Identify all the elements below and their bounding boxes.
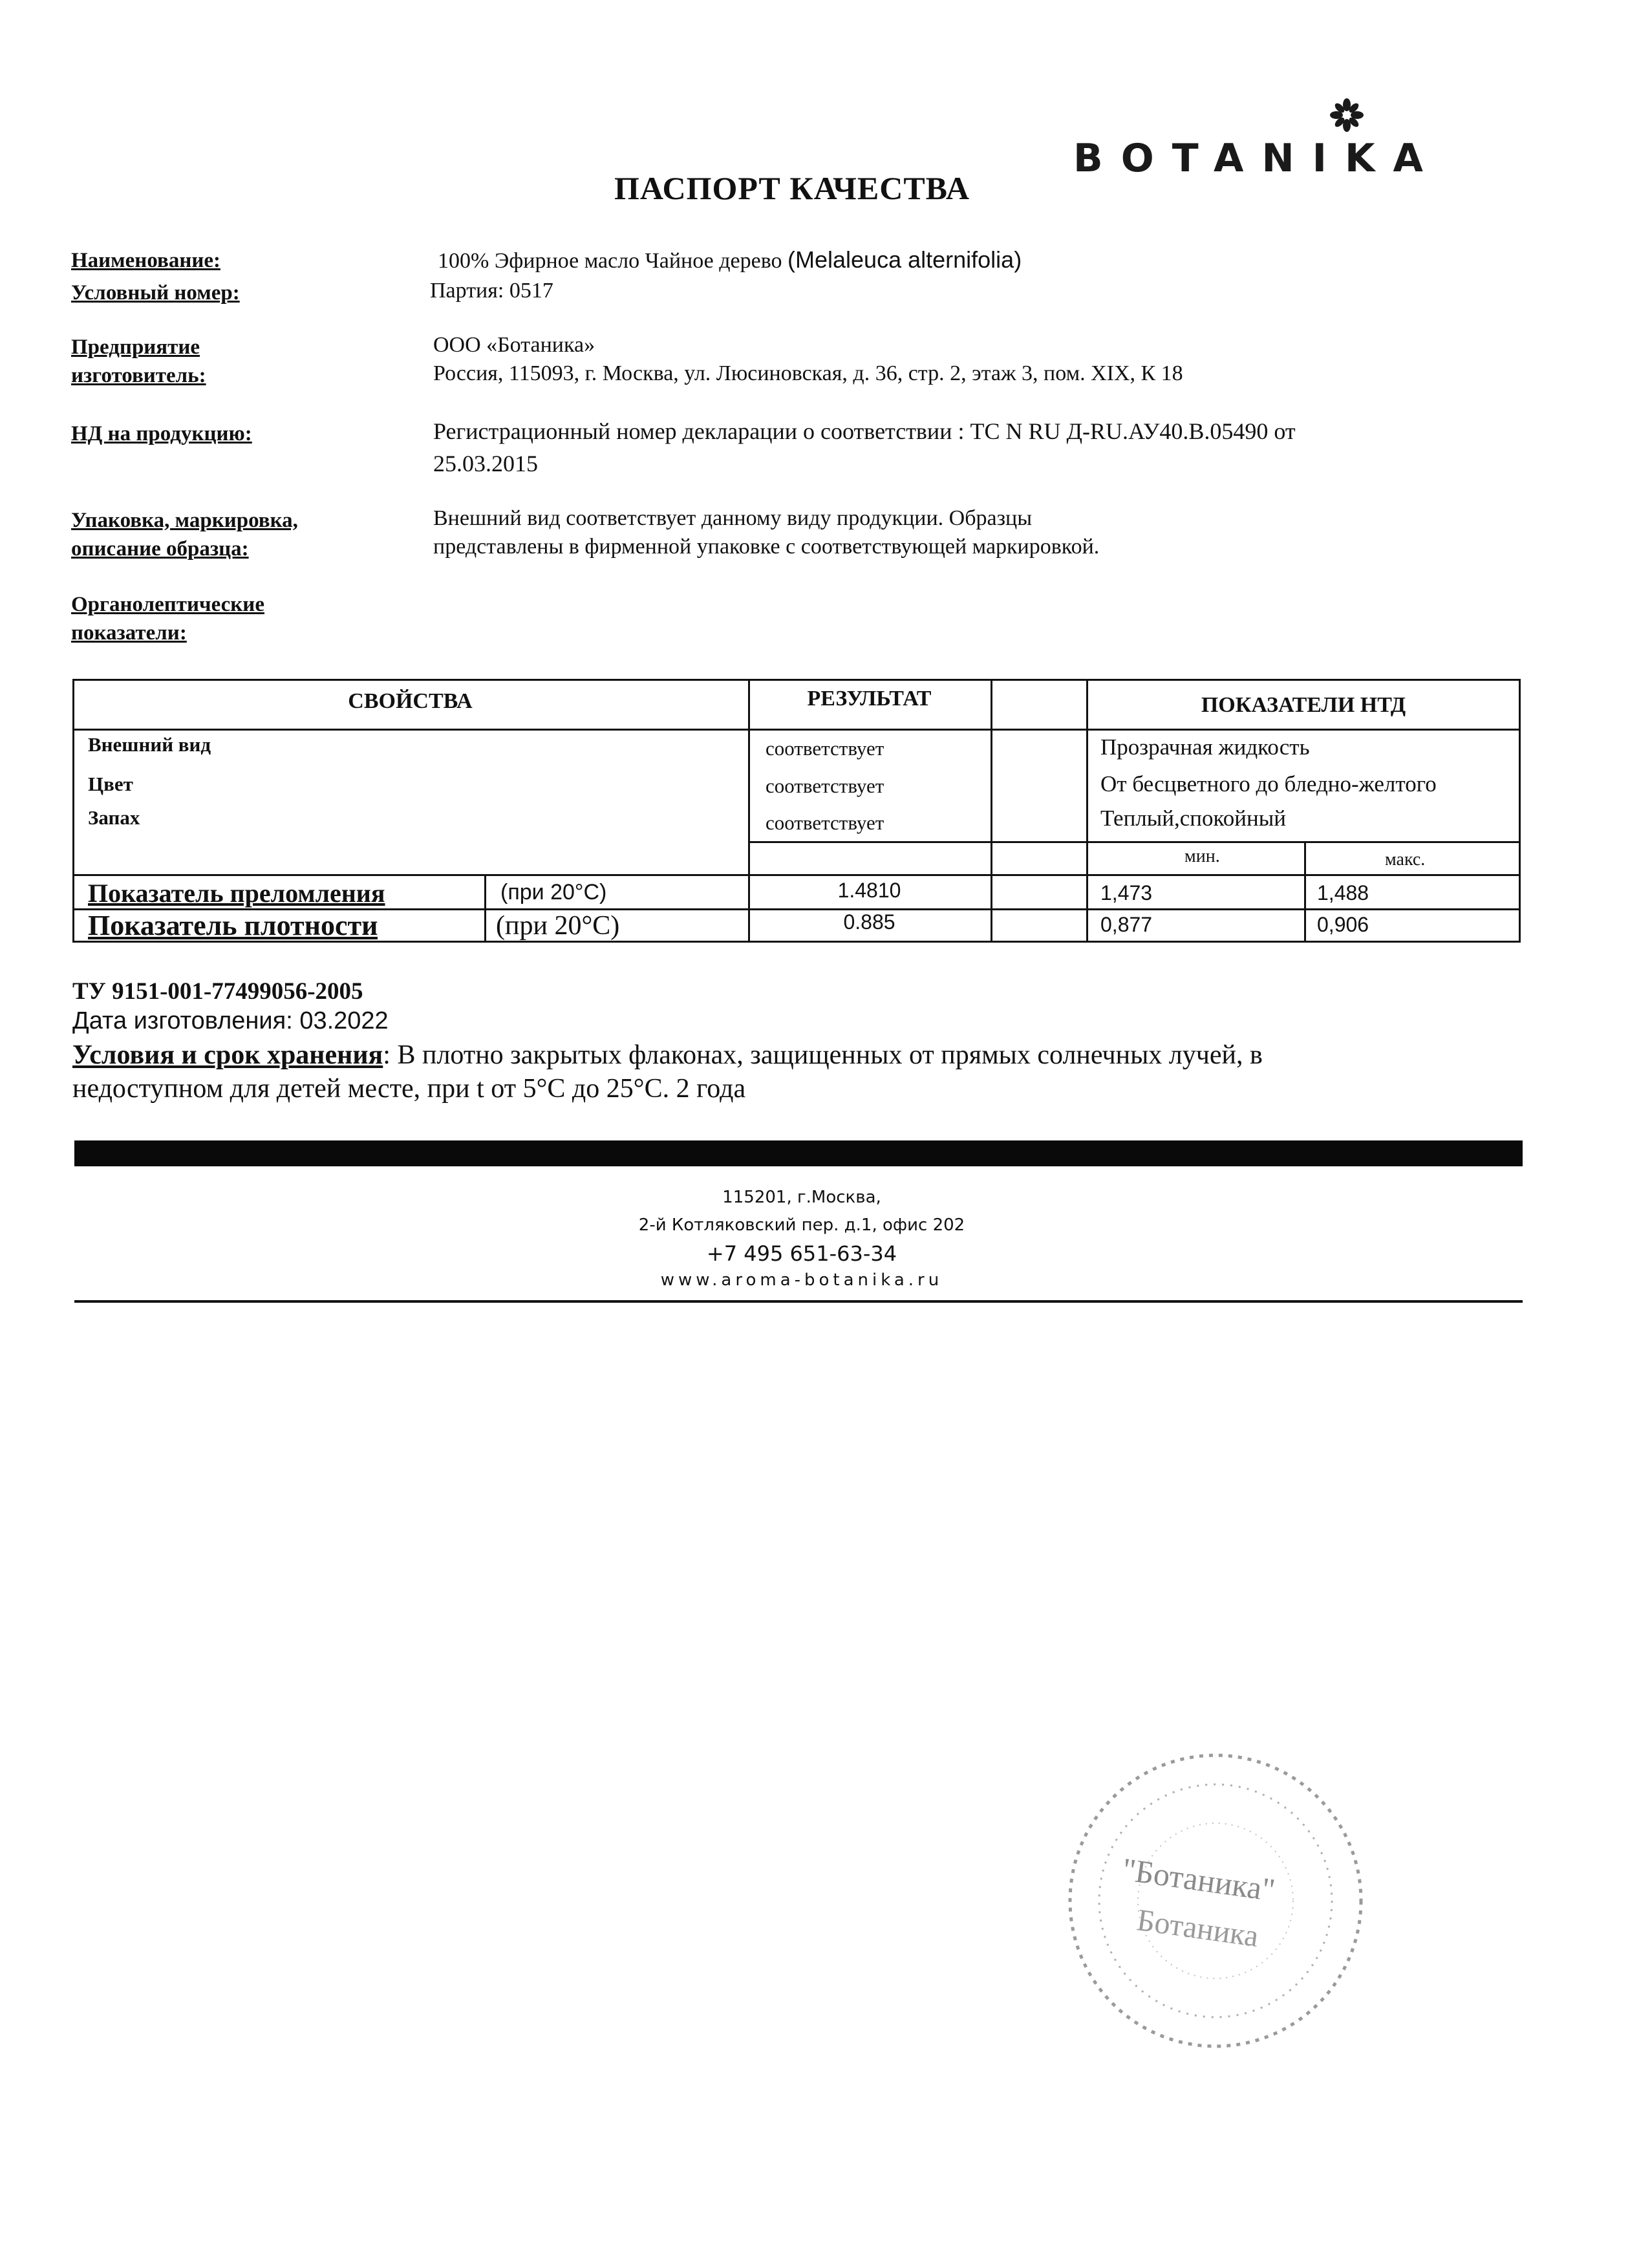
stamp-text-2: Ботаника [1135, 1903, 1261, 1954]
row-ntd: Теплый,спокойный [1100, 806, 1286, 831]
table-minmax-divider [748, 841, 1521, 843]
organoleptic-label-line1: Органолептические [71, 593, 264, 616]
measured-min: 1,473 [1100, 881, 1153, 904]
table-border-top [72, 679, 1521, 681]
measured-property: Показатель преломления [88, 879, 385, 908]
name-value-text: 100% Эфирное масло Чайное дерево [438, 249, 782, 273]
logo-text: BOTANIKA [1073, 136, 1441, 181]
footer-bar [74, 1140, 1523, 1166]
table-header-divider [72, 729, 1521, 731]
nd-value-line2: 25.03.2015 [433, 451, 538, 476]
storage-text: : В плотно закрытых флаконах, защищенных от прямых солнечных лучей, в [383, 1040, 1263, 1070]
footer-phone: +7 495 651-63-34 [706, 1241, 897, 1266]
table-col-divider-1 [748, 679, 750, 943]
production-date: Дата изготовления: 03.2022 [72, 1007, 389, 1034]
table-col-divider-5 [484, 874, 486, 943]
pack-label-line2: описание образца: [71, 537, 249, 561]
table-col-divider-2 [991, 679, 992, 943]
measured-result: 0.885 [843, 910, 895, 934]
measured-condition: (при 20°С) [500, 880, 607, 904]
footer-address-line1: 115201, г.Москва, [722, 1188, 881, 1207]
min-label: мин. [1184, 846, 1220, 866]
footer-rule [74, 1300, 1523, 1303]
pack-label-line1: Упаковка, маркировка, [71, 509, 298, 532]
row-result: соответствует [766, 811, 884, 834]
row-ntd: От бесцветного до бледно-желтого [1100, 771, 1437, 797]
row-result: соответствует [766, 737, 884, 760]
pack-value-line2: представлены в фирменной упаковке с соответствующей маркировкой. [433, 535, 1100, 559]
header-ntd: ПОКАЗАТЕЛИ НТД [1201, 693, 1406, 717]
company-stamp [1060, 1746, 1371, 2056]
nd-label: НД на продукцию: [71, 422, 252, 445]
nd-value-line1: Регистрационный номер декларации о соответствии : ТС N RU Д-RU.АУ40.В.05490 от [433, 418, 1296, 444]
measured-max: 1,488 [1317, 881, 1369, 904]
table-measured-divider [72, 874, 1521, 876]
row-property: Цвет [88, 773, 133, 795]
measured-min: 0,877 [1100, 913, 1153, 936]
company-logo [1073, 97, 1487, 181]
storage-conditions-line1 [72, 1040, 1263, 1071]
footer-website: www.aroma-botanika.ru [660, 1270, 943, 1290]
table-col-divider-4 [1304, 841, 1306, 943]
row-property: Внешний вид [88, 733, 211, 756]
measured-condition: (при 20°С) [496, 911, 620, 941]
pack-value-line1: Внешний вид соответствует данному виду продукции. Образцы [433, 506, 1033, 530]
quality-table [72, 679, 1521, 944]
measured-property: Показатель плотности [88, 910, 378, 941]
table-col-divider-3 [1086, 679, 1088, 943]
name-label: Наименование: [71, 249, 220, 272]
max-label: макс. [1385, 850, 1426, 870]
name-value [438, 247, 1022, 274]
tu-number: ТУ 9151-001-77499056-2005 [72, 978, 363, 1005]
table-border-right [1519, 679, 1521, 943]
header-properties: СВОЙСТВА [348, 689, 473, 713]
maker-label-line1: Предприятие [71, 336, 200, 359]
maker-label-line2: изготовитель: [71, 364, 206, 387]
maker-address: Россия, 115093, г. Москва, ул. Люсиновская, д. 36, стр. 2, этаж 3, пом. XIX, К 18 [433, 361, 1183, 385]
storage-conditions-line2: недоступном для детей месте, при t от 5°С до 25°С. 2 года [72, 1074, 746, 1104]
header-result: РЕЗУЛЬТАТ [807, 687, 932, 711]
organoleptic-label-line2: показатели: [71, 621, 187, 645]
table-border-left [72, 679, 74, 943]
stamp-text-1: "Ботаника" [1120, 1850, 1278, 1909]
storage-label: Условия и срок хранения [72, 1040, 383, 1070]
measured-max: 0,906 [1317, 913, 1369, 936]
batch-value: Партия: 0517 [430, 279, 553, 303]
batch-label: Условный номер: [71, 281, 240, 305]
measured-result: 1.4810 [837, 879, 901, 902]
document-title: ПАСПОРТ КАЧЕСТВА [614, 170, 970, 206]
row-property: Запах [88, 806, 140, 829]
name-latin: (Melaleuca alternifolia) [788, 246, 1022, 273]
flower-icon [1329, 97, 1365, 133]
footer-address-line2: 2-й Котляковский пер. д.1, офис 202 [638, 1215, 965, 1235]
row-ntd: Прозрачная жидкость [1100, 734, 1310, 760]
row-result: соответствует [766, 775, 884, 797]
maker-name: ООО «Ботаника» [433, 333, 595, 357]
